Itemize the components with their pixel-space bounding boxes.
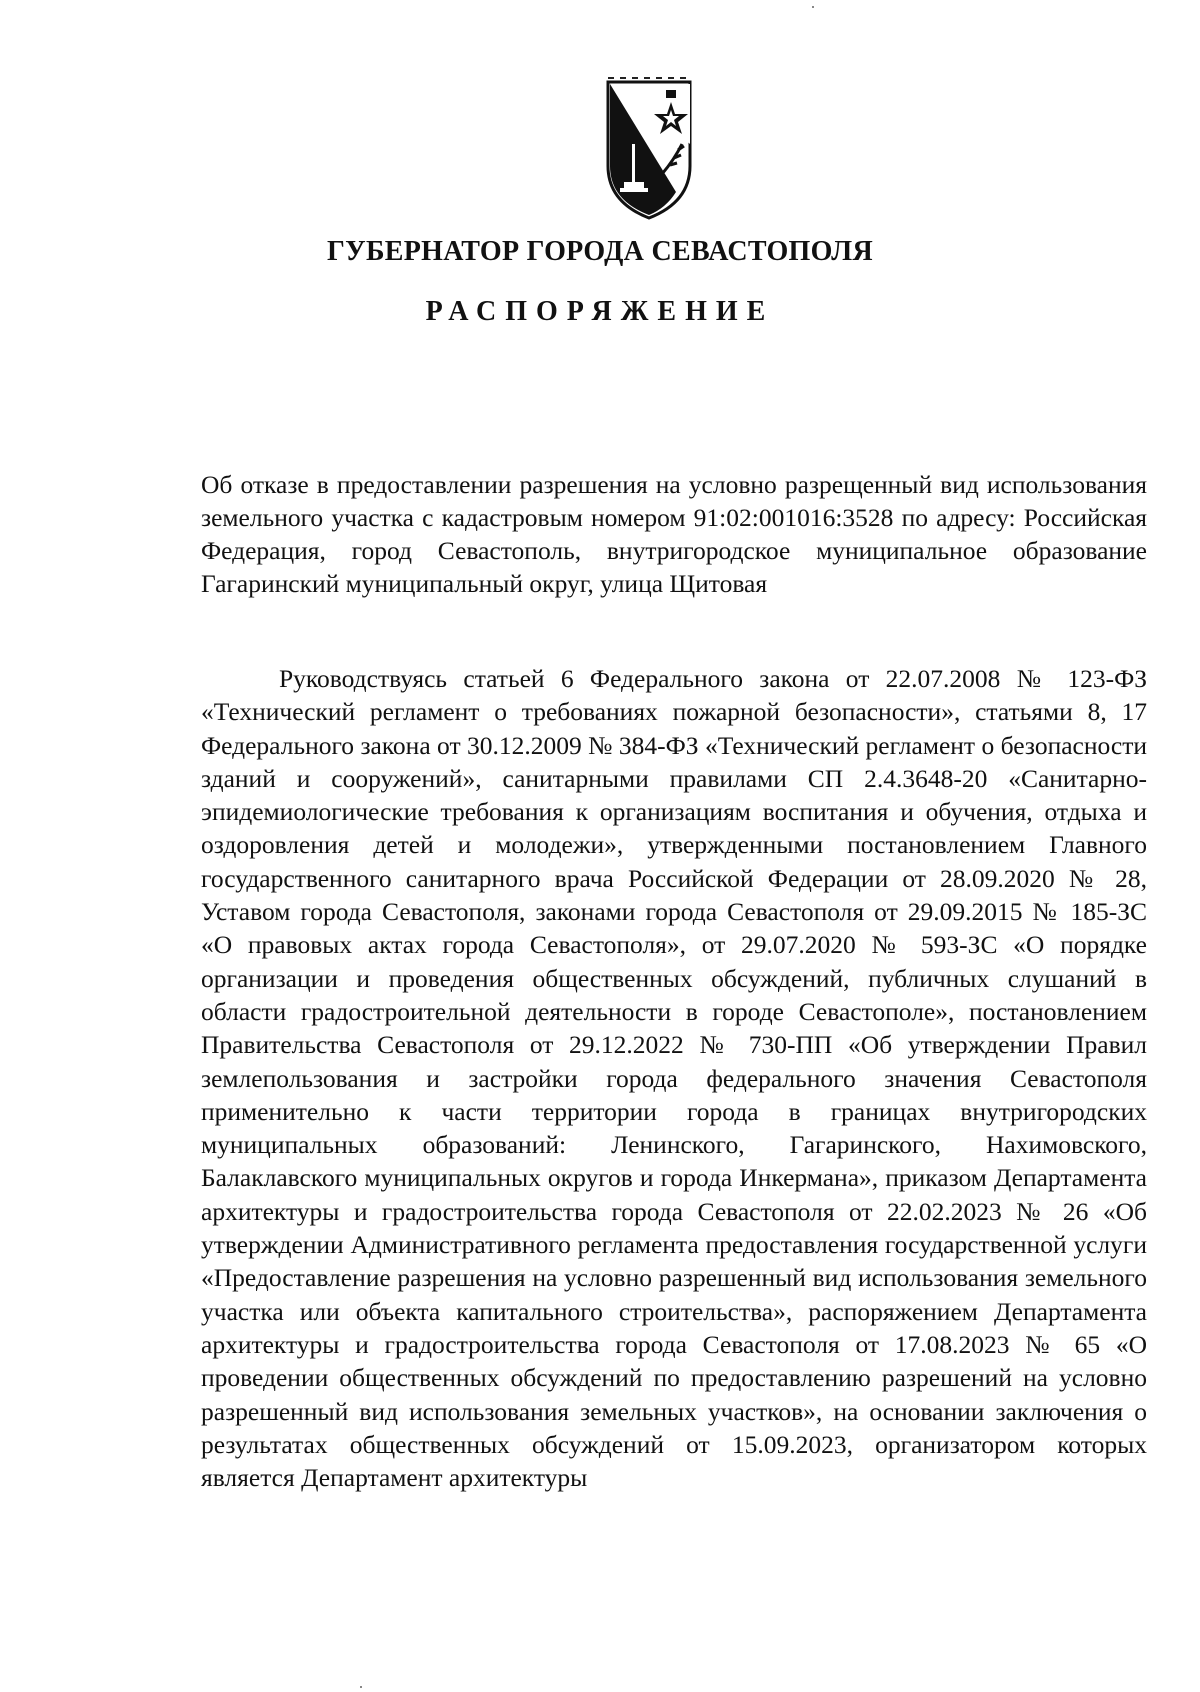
document-type-title: РАСПОРЯЖЕНИЕ bbox=[425, 296, 775, 327]
document-subject: Об отказе в предоставлении разрешения на условно разрещенный вид использования земельного участка с кадастровым номером 91:02:001016:3528 по адресу: Российская Федерация, город Севастополь, внутригородское муниципальное образование Гагаринский муниципальный округ, улица Щитовая bbox=[201, 470, 1147, 598]
issuing-authority-title: ГУБЕРНАТОР ГОРОДА СЕВАСТОПОЛЯ bbox=[327, 236, 873, 267]
document-body-paragraph: Руководствуясь статьей 6 Федерального закона от 22.07.2008 № 123-ФЗ «Технический регламент о требованиях пожарной безопасности», статьями 8, 17 Федерального закона от 30.12.2009 № 384-ФЗ «Технический регламент о безопасности зданий и сооружений», санитарными правилами СП 2.4.3648-20 «Санитарно-эпидемиологические требования к организациям воспитания и обучения, отдыха и оздоровления детей и молодежи», утвержденными постановлением Главного государственного санитарного врача Российской Федерации от 28.09.2020 № 28, Уставом города Севастополя, законами города Севастополя от 29.09.2015 № 185-ЗС «О правовых актах города Севастополя», от 29.07.2020 № 593-ЗС «О порядке организации и проведения общественных обсуждений, публичных слушаний в области градостроительной деятельности в городе Севастополе», постановлением Правительства Севастополя от 29.12.2022 № 730-ПП «Об утверждении Правил землепользования и застройки города федерального значения Севастополя применительно к части территории города в границах внутригородских муниципальных образований: Ленинского, Гагаринского, Нахимовского, Балаклавского муниципальных округов и города Инкермана», приказом Департамента архитектуры и градостроительства города Севастополя от 22.02.2023 № 26 «Об утверждении Административного регламента предоставления государственной услуги «Предоставление разрешения на условно разрешенный вид использования земельного участка или объекта капитального строительства», распоряжением Департамента архитектуры и градостроительства города Севастополя от 17.08.2023 № 65 «О проведении общественных обсуждений по предоставлению разрешений на условно разрешенный вид использования земельных участков», на основании заключения о результатах общественных обсуждений от 15.09.2023, организатором которых является Департамент архитектуры bbox=[201, 664, 1147, 1493]
scan-speck bbox=[360, 1686, 362, 1688]
sevastopol-coat-of-arms-icon bbox=[604, 74, 694, 222]
scan-speck bbox=[812, 6, 814, 8]
